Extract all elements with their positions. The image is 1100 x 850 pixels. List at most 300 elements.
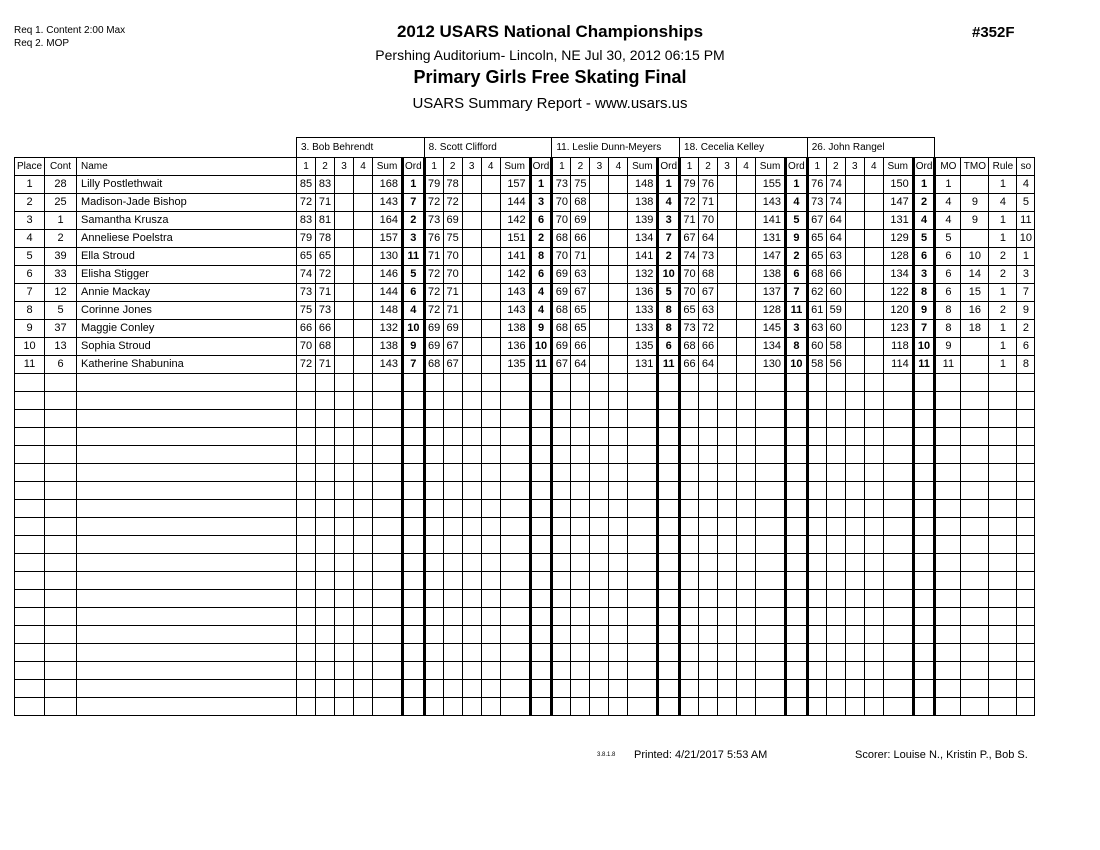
sum-cell: 130 <box>756 356 786 374</box>
col-header-3: 3 <box>590 158 609 176</box>
ordinal-cell: 6 <box>786 266 808 284</box>
score-cell <box>481 356 500 374</box>
grid-cell <box>571 446 590 464</box>
grid-cell <box>699 446 718 464</box>
grid-cell <box>462 518 481 536</box>
grid-cell <box>354 608 373 626</box>
report-footer <box>0 749 1100 765</box>
grid-cell <box>373 554 403 572</box>
grid-cell <box>500 554 530 572</box>
grid-cell <box>961 536 989 554</box>
grid-cell <box>424 626 443 644</box>
empty-cell <box>15 410 45 428</box>
skater-name-cell: Katherine Shabunina <box>77 356 297 374</box>
place-cell: 7 <box>15 284 45 302</box>
score-cell <box>609 266 628 284</box>
grid-cell <box>935 500 961 518</box>
grid-cell <box>552 446 571 464</box>
grid-cell <box>403 662 425 680</box>
empty-cell <box>15 644 45 662</box>
grid-cell <box>590 662 609 680</box>
tmo-cell: 15 <box>961 284 989 302</box>
score-cell <box>462 320 481 338</box>
grid-cell <box>481 428 500 446</box>
ordinal-cell: 6 <box>530 266 552 284</box>
grid-cell <box>552 518 571 536</box>
score-cell: 72 <box>443 194 462 212</box>
grid-cell <box>335 518 354 536</box>
grid-cell <box>462 428 481 446</box>
empty-row <box>15 644 1035 662</box>
grid-cell <box>1017 536 1035 554</box>
contestant-number-cell: 39 <box>45 248 77 266</box>
grid-cell <box>530 572 552 590</box>
col-header-1: 1 <box>552 158 571 176</box>
score-cell: 69 <box>571 212 590 230</box>
grid-cell <box>756 374 786 392</box>
grid-cell <box>989 680 1017 698</box>
grid-cell <box>883 662 913 680</box>
grid-cell <box>913 626 935 644</box>
empty-cell <box>15 626 45 644</box>
grid-cell <box>500 500 530 518</box>
empty-cell <box>77 500 297 518</box>
score-cell: 72 <box>699 320 718 338</box>
grid-cell <box>864 410 883 428</box>
grid-cell <box>737 590 756 608</box>
rule-cell: 1 <box>989 176 1017 194</box>
grid-cell <box>845 374 864 392</box>
score-cell <box>354 320 373 338</box>
grid-cell <box>443 590 462 608</box>
grid-cell <box>590 608 609 626</box>
grid-cell <box>373 662 403 680</box>
grid-cell <box>826 518 845 536</box>
score-cell: 79 <box>297 230 316 248</box>
grid-cell <box>756 482 786 500</box>
grid-cell <box>658 518 680 536</box>
grid-cell <box>424 680 443 698</box>
tmo-cell: 16 <box>961 302 989 320</box>
score-cell <box>609 284 628 302</box>
grid-cell <box>737 374 756 392</box>
grid-cell <box>737 608 756 626</box>
grid-cell <box>786 392 808 410</box>
col-header-sum: Sum <box>756 158 786 176</box>
score-cell <box>864 284 883 302</box>
grid-cell <box>500 446 530 464</box>
grid-cell <box>481 464 500 482</box>
grid-cell <box>883 572 913 590</box>
grid-cell <box>316 644 335 662</box>
grid-cell <box>961 464 989 482</box>
empty-cell <box>45 518 77 536</box>
empty-cell <box>45 680 77 698</box>
score-cell <box>462 302 481 320</box>
grid-cell <box>845 644 864 662</box>
ordinal-cell: 11 <box>913 356 935 374</box>
grid-cell <box>316 698 335 716</box>
grid-cell <box>845 410 864 428</box>
grid-cell <box>443 410 462 428</box>
grid-cell <box>297 374 316 392</box>
grid-cell <box>443 662 462 680</box>
grid-cell <box>845 662 864 680</box>
score-cell: 60 <box>807 338 826 356</box>
empty-cell <box>15 680 45 698</box>
sum-cell: 151 <box>500 230 530 248</box>
score-cell: 71 <box>316 284 335 302</box>
contestant-number-cell: 6 <box>45 356 77 374</box>
grid-cell <box>481 608 500 626</box>
grid-cell <box>403 410 425 428</box>
score-cell: 73 <box>424 212 443 230</box>
score-cell <box>462 338 481 356</box>
mo-cell: 8 <box>935 320 961 338</box>
col-header-4: 4 <box>864 158 883 176</box>
score-cell: 66 <box>297 320 316 338</box>
ordinal-cell: 9 <box>786 230 808 248</box>
contestant-number-cell: 1 <box>45 212 77 230</box>
ordinal-cell: 3 <box>403 230 425 248</box>
grid-cell <box>658 428 680 446</box>
grid-cell <box>756 572 786 590</box>
grid-cell <box>500 464 530 482</box>
grid-cell <box>680 446 699 464</box>
score-cell <box>462 266 481 284</box>
ordinal-cell: 10 <box>786 356 808 374</box>
empty-cell <box>15 464 45 482</box>
grid-cell <box>609 644 628 662</box>
grid-cell <box>680 482 699 500</box>
grid-cell <box>297 464 316 482</box>
grid-cell <box>826 572 845 590</box>
skater-name-cell: Annie Mackay <box>77 284 297 302</box>
score-cell <box>335 320 354 338</box>
grid-cell <box>913 554 935 572</box>
grid-cell <box>628 464 658 482</box>
grid-cell <box>552 680 571 698</box>
score-cell: 78 <box>316 230 335 248</box>
grid-cell <box>935 374 961 392</box>
grid-cell <box>481 572 500 590</box>
grid-cell <box>864 572 883 590</box>
grid-cell <box>552 392 571 410</box>
grid-cell <box>737 518 756 536</box>
grid-cell <box>335 374 354 392</box>
grid-cell <box>935 572 961 590</box>
score-cell <box>718 284 737 302</box>
empty-cell <box>77 626 297 644</box>
grid-cell <box>354 464 373 482</box>
grid-cell <box>883 464 913 482</box>
so-cell: 2 <box>1017 320 1035 338</box>
empty-cell <box>15 608 45 626</box>
grid-cell <box>913 518 935 536</box>
grid-cell <box>913 410 935 428</box>
grid-cell <box>530 590 552 608</box>
tmo-cell <box>961 356 989 374</box>
grid-cell <box>628 446 658 464</box>
grid-cell <box>961 680 989 698</box>
grid-cell <box>989 392 1017 410</box>
grid-cell <box>658 392 680 410</box>
grid-cell <box>1017 662 1035 680</box>
score-cell <box>335 194 354 212</box>
sum-cell: 143 <box>373 356 403 374</box>
grid-cell <box>403 572 425 590</box>
grid-cell <box>609 680 628 698</box>
empty-row <box>15 536 1035 554</box>
grid-cell <box>883 554 913 572</box>
grid-cell <box>680 644 699 662</box>
grid-cell <box>658 698 680 716</box>
empty-cell <box>45 554 77 572</box>
sum-cell: 164 <box>373 212 403 230</box>
grid-cell <box>500 680 530 698</box>
grid-cell <box>552 590 571 608</box>
grid-cell <box>807 662 826 680</box>
grid-cell <box>373 572 403 590</box>
score-cell <box>481 212 500 230</box>
grid-cell <box>786 428 808 446</box>
version-number: 3.8.1.8 <box>597 752 616 758</box>
grid-cell <box>913 464 935 482</box>
score-cell <box>845 176 864 194</box>
grid-cell <box>335 500 354 518</box>
ordinal-cell: 10 <box>530 338 552 356</box>
grid-cell <box>883 608 913 626</box>
sum-cell: 131 <box>628 356 658 374</box>
empty-cell <box>77 644 297 662</box>
grid-cell <box>500 392 530 410</box>
empty-row <box>15 428 1035 446</box>
score-cell: 68 <box>552 302 571 320</box>
empty-cell <box>15 572 45 590</box>
grid-cell <box>481 410 500 428</box>
grid-cell <box>443 482 462 500</box>
sum-cell: 132 <box>373 320 403 338</box>
score-cell: 66 <box>571 338 590 356</box>
score-cell <box>609 302 628 320</box>
score-cell: 60 <box>826 320 845 338</box>
grid-cell <box>373 608 403 626</box>
grid-cell <box>699 554 718 572</box>
score-cell <box>718 356 737 374</box>
grid-cell <box>462 590 481 608</box>
score-cell: 68 <box>316 338 335 356</box>
grid-cell <box>590 572 609 590</box>
grid-cell <box>699 626 718 644</box>
grid-cell <box>913 482 935 500</box>
score-cell: 71 <box>680 212 699 230</box>
grid-cell <box>403 590 425 608</box>
grid-cell <box>297 482 316 500</box>
sum-cell: 143 <box>500 284 530 302</box>
grid-cell <box>297 590 316 608</box>
grid-cell <box>807 644 826 662</box>
col-header-sum: Sum <box>373 158 403 176</box>
grid-cell <box>424 590 443 608</box>
empty-cell <box>45 500 77 518</box>
grid-cell <box>699 698 718 716</box>
tmo-cell: 9 <box>961 194 989 212</box>
score-cell <box>864 212 883 230</box>
grid-cell <box>658 626 680 644</box>
grid-cell <box>1017 554 1035 572</box>
grid-cell <box>989 590 1017 608</box>
grid-cell <box>826 608 845 626</box>
skater-name-cell: Ella Stroud <box>77 248 297 266</box>
grid-cell <box>864 428 883 446</box>
score-cell <box>354 302 373 320</box>
sum-cell: 144 <box>500 194 530 212</box>
skater-name-cell: Corinne Jones <box>77 302 297 320</box>
grid-cell <box>571 590 590 608</box>
grid-cell <box>864 500 883 518</box>
grid-cell <box>961 410 989 428</box>
grid-cell <box>883 482 913 500</box>
grid-cell <box>845 392 864 410</box>
grid-cell <box>680 428 699 446</box>
grid-cell <box>335 392 354 410</box>
score-cell: 69 <box>443 320 462 338</box>
grid-cell <box>658 374 680 392</box>
so-cell: 11 <box>1017 212 1035 230</box>
grid-cell <box>316 680 335 698</box>
grid-cell <box>658 446 680 464</box>
ordinal-cell: 10 <box>913 338 935 356</box>
score-cell: 72 <box>424 266 443 284</box>
grid-cell <box>718 374 737 392</box>
grid-cell <box>443 572 462 590</box>
score-cell <box>845 338 864 356</box>
score-cell: 66 <box>826 266 845 284</box>
sum-cell: 139 <box>628 212 658 230</box>
score-cell: 69 <box>443 212 462 230</box>
grid-cell <box>373 482 403 500</box>
score-cell <box>845 302 864 320</box>
grid-cell <box>737 464 756 482</box>
sum-cell: 136 <box>500 338 530 356</box>
grid-cell <box>500 698 530 716</box>
grid-cell <box>609 374 628 392</box>
grid-cell <box>297 536 316 554</box>
score-cell: 63 <box>571 266 590 284</box>
grid-cell <box>590 626 609 644</box>
ordinal-cell: 4 <box>530 284 552 302</box>
ordinal-cell: 8 <box>913 284 935 302</box>
grid-cell <box>807 698 826 716</box>
score-cell <box>737 176 756 194</box>
sum-cell: 122 <box>883 284 913 302</box>
score-cell <box>718 212 737 230</box>
so-cell: 1 <box>1017 248 1035 266</box>
sum-cell: 128 <box>756 302 786 320</box>
ordinal-cell: 9 <box>913 302 935 320</box>
grid-cell <box>462 446 481 464</box>
ordinal-cell: 10 <box>403 320 425 338</box>
grid-cell <box>658 608 680 626</box>
grid-cell <box>883 374 913 392</box>
grid-cell <box>826 680 845 698</box>
grid-cell <box>481 680 500 698</box>
header-spacer-left <box>15 138 297 158</box>
col-header-1: 1 <box>424 158 443 176</box>
grid-cell <box>845 554 864 572</box>
grid-cell <box>864 680 883 698</box>
grid-cell <box>530 482 552 500</box>
empty-cell <box>77 428 297 446</box>
score-cell <box>481 194 500 212</box>
grid-cell <box>424 410 443 428</box>
grid-cell <box>864 446 883 464</box>
sum-cell: 148 <box>373 302 403 320</box>
grid-cell <box>462 464 481 482</box>
score-cell: 78 <box>443 176 462 194</box>
grid-cell <box>354 428 373 446</box>
ordinal-cell: 7 <box>913 320 935 338</box>
ordinal-cell: 9 <box>530 320 552 338</box>
grid-cell <box>335 536 354 554</box>
grid-cell <box>609 572 628 590</box>
grid-cell <box>500 518 530 536</box>
ordinal-cell: 11 <box>786 302 808 320</box>
contestant-number-cell: 33 <box>45 266 77 284</box>
grid-cell <box>680 410 699 428</box>
grid-cell <box>935 428 961 446</box>
score-cell: 79 <box>424 176 443 194</box>
grid-cell <box>354 698 373 716</box>
rule-cell: 1 <box>989 284 1017 302</box>
grid-cell <box>807 518 826 536</box>
col-header-tmo: TMO <box>961 158 989 176</box>
grid-cell <box>316 374 335 392</box>
grid-cell <box>403 644 425 662</box>
grid-cell <box>737 680 756 698</box>
col-header-3: 3 <box>335 158 354 176</box>
grid-cell <box>737 554 756 572</box>
grid-cell <box>373 392 403 410</box>
score-cell <box>354 230 373 248</box>
grid-cell <box>718 608 737 626</box>
sum-cell: 157 <box>500 176 530 194</box>
grid-cell <box>552 608 571 626</box>
grid-cell <box>481 500 500 518</box>
grid-cell <box>481 374 500 392</box>
grid-cell <box>807 374 826 392</box>
score-cell: 73 <box>680 320 699 338</box>
grid-cell <box>883 410 913 428</box>
empty-cell <box>77 392 297 410</box>
score-cell <box>737 284 756 302</box>
empty-row <box>15 482 1035 500</box>
empty-cell <box>77 590 297 608</box>
grid-cell <box>443 374 462 392</box>
tmo-cell <box>961 230 989 248</box>
grid-cell <box>658 554 680 572</box>
grid-cell <box>552 464 571 482</box>
grid-cell <box>718 698 737 716</box>
grid-cell <box>443 500 462 518</box>
score-cell: 63 <box>699 302 718 320</box>
score-cell: 65 <box>297 248 316 266</box>
grid-cell <box>737 572 756 590</box>
grid-cell <box>864 392 883 410</box>
grid-cell <box>609 626 628 644</box>
grid-cell <box>571 554 590 572</box>
sum-cell: 157 <box>373 230 403 248</box>
